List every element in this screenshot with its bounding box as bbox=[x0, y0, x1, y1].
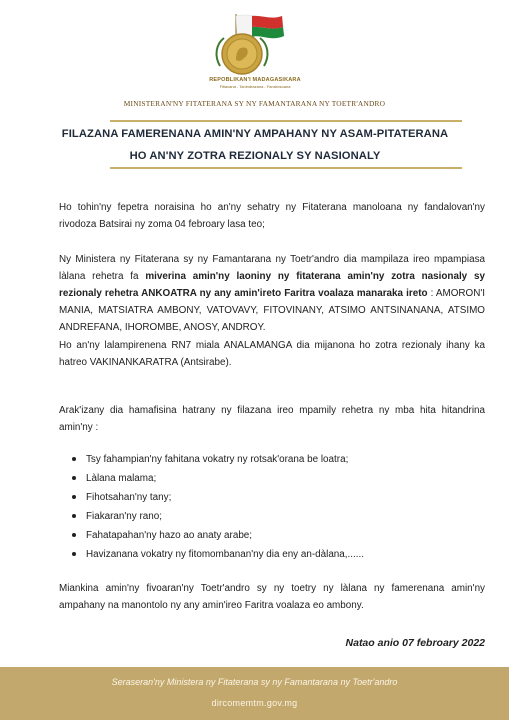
paragraph-announcement bbox=[59, 251, 485, 336]
madagascar-coat-of-arms-icon bbox=[200, 10, 310, 80]
ministry-name: MINISTERAN'NY FITATERANA SY NY FAMANTARANA NY TOETR'ANDRO bbox=[123, 99, 386, 108]
paragraph-conclusion: Miankina amin'ny fivoaran'ny Toetr'andro sy ny toetry ny làlana ny famerenana amin'ny ampahany na manontolo ny any amin'ireo Faritra voalaza eo ambony. bbox=[59, 583, 485, 611]
bullet-icon bbox=[72, 552, 76, 556]
title-rule-top bbox=[110, 120, 462, 122]
letterhead bbox=[0, 0, 509, 112]
announcement-regions: : AMORON'I MANIA, MATSIATRA AMBONY, VATOVAVY, FITOVINANY, ATSIMO ANTSINANANA, ATSIMO ANDREFANA, IHOROMBE, ANOSY, ANDROY. bbox=[59, 288, 485, 333]
title-rule-bottom bbox=[110, 167, 462, 169]
list-item: Havizanana vokatry ny fitomombanan'ny dia eny an-dàlana,...... bbox=[72, 545, 472, 564]
announcement-bold: miverina amin'ny laoniny ny fitaterana amin'ny zotra nasionaly sy rezionaly rehetra ANKOATRA ny any amin'ireto Faritra voalaza manaraka ireto bbox=[59, 271, 485, 299]
list-item: Fiakaran'ny rano; bbox=[72, 507, 472, 526]
document-date: Natao anio 07 febroary 2022 bbox=[345, 637, 485, 649]
list-item: Tsy fahampian'ny fahitana vokatry ny rotsak'orana be loatra; bbox=[72, 450, 472, 469]
paragraph-warning: Arak'izany dia hamafisina hatrany ny filazana ireo mpamily rehetra ny mba hita hitandrina amin'ny : bbox=[59, 405, 485, 433]
paragraph-intro: Ho tohin'ny fepetra noraisina ho an'ny sehatry ny Fitaterana manoloana ny fandalovan'ny rivodoza Batsirai ny zoma 04 febroary lasa teo; bbox=[59, 202, 485, 230]
bullet-icon bbox=[72, 514, 76, 518]
bullet-icon bbox=[72, 495, 76, 499]
footer-website-link[interactable]: dircomemtm.gov.mg bbox=[211, 698, 298, 708]
republic-motto: Fitiavana - Tanindrazana - Fandrosoana bbox=[219, 84, 291, 89]
bullet-icon bbox=[72, 533, 76, 537]
list-item: Làlana malama; bbox=[72, 469, 472, 488]
footer-band bbox=[0, 667, 509, 720]
precaution-list bbox=[72, 450, 472, 564]
footer-department: Seraseran'ny Ministera ny Fitaterana sy ny Famantarana ny Toetr'andro bbox=[111, 677, 398, 687]
document-title-line2: HO AN'NY ZOTRA REZIONALY SY NASIONALY bbox=[129, 150, 381, 162]
list-item: Fihotsahan'ny tany; bbox=[72, 488, 472, 507]
bullet-icon bbox=[72, 476, 76, 480]
document-title-line1: FILAZANA FAMERENANA AMIN'NY AMPAHANY NY ASAM-PITATERANA bbox=[61, 128, 449, 140]
paragraph-rn7: Ho an'ny lalampirenena RN7 miala ANALAMANGA dia mijanona ho zotra rezionaly ihany ka hatreo VAKINANKARATRA (Antsirabe). bbox=[59, 340, 485, 368]
list-item: Fahatapahan'ny hazo ao anaty arabe; bbox=[72, 526, 472, 545]
republic-name: REPOBLIKAN'I MADAGASIKARA bbox=[209, 77, 301, 83]
bullet-icon bbox=[72, 457, 76, 461]
announcement-text-start: Ny Ministera ny Fitaterana sy ny Famantarana ny Toetr'andro dia mampilaza ireo mpampiasa làlana rehetra fa bbox=[59, 254, 485, 282]
